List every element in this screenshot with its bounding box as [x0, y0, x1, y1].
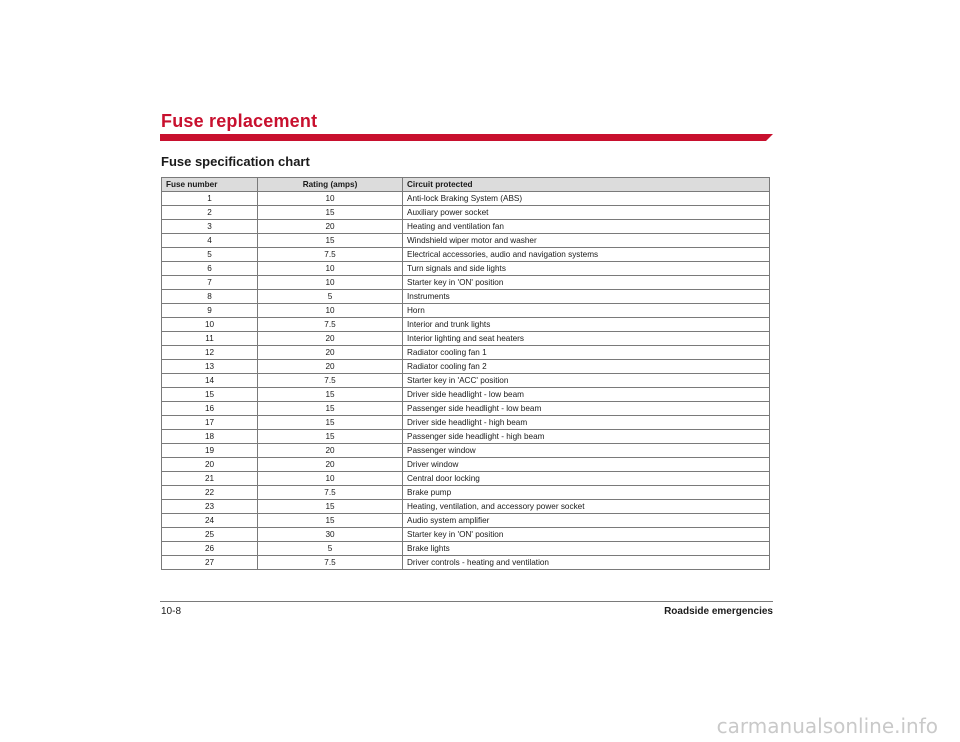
rating-cell: 15 [258, 206, 403, 220]
table-row [162, 542, 770, 556]
table-body [162, 192, 770, 570]
circuit-cell: Passenger side headlight - high beam [403, 430, 770, 444]
fuse-number-cell: 6 [162, 262, 258, 276]
rating-cell: 15 [258, 514, 403, 528]
table-row [162, 500, 770, 514]
rating-cell: 10 [258, 262, 403, 276]
circuit-cell: Auxiliary power socket [403, 206, 770, 220]
table-row [162, 486, 770, 500]
fuse-number-cell: 4 [162, 234, 258, 248]
rating-cell: 20 [258, 220, 403, 234]
rating-cell: 15 [258, 402, 403, 416]
rating-cell: 7.5 [258, 486, 403, 500]
circuit-cell: Audio system amplifier [403, 514, 770, 528]
circuit-cell: Starter key in 'ON' position [403, 528, 770, 542]
circuit-cell: Turn signals and side lights [403, 262, 770, 276]
fuse-number-cell: 21 [162, 472, 258, 486]
rating-cell: 15 [258, 416, 403, 430]
table-row [162, 514, 770, 528]
fuse-number-cell: 23 [162, 500, 258, 514]
rating-cell: 7.5 [258, 556, 403, 570]
table-row [162, 304, 770, 318]
circuit-cell: Brake lights [403, 542, 770, 556]
circuit-cell: Driver window [403, 458, 770, 472]
table-header-row [162, 178, 770, 192]
circuit-cell: Heating and ventilation fan [403, 220, 770, 234]
fuse-number-cell: 22 [162, 486, 258, 500]
table-row [162, 430, 770, 444]
rating-cell: 20 [258, 360, 403, 374]
table-row [162, 234, 770, 248]
rating-cell: 20 [258, 332, 403, 346]
fuse-number-cell: 3 [162, 220, 258, 234]
rating-cell: 10 [258, 304, 403, 318]
rating-cell: 7.5 [258, 374, 403, 388]
fuse-number-cell: 9 [162, 304, 258, 318]
chapter-title: Roadside emergencies [664, 606, 773, 617]
page-title: Fuse replacement [161, 111, 318, 131]
circuit-cell: Passenger side headlight - low beam [403, 402, 770, 416]
circuit-cell: Radiator cooling fan 2 [403, 360, 770, 374]
table-heading: Fuse specification chart [161, 154, 310, 169]
table-row [162, 402, 770, 416]
fuse-number-cell: 27 [162, 556, 258, 570]
table-row [162, 220, 770, 234]
table-row [162, 290, 770, 304]
table-row [162, 528, 770, 542]
circuit-cell: Driver controls - heating and ventilation [403, 556, 770, 570]
circuit-cell: Instruments [403, 290, 770, 304]
circuit-cell: Driver side headlight - high beam [403, 416, 770, 430]
table-row [162, 388, 770, 402]
rating-cell: 5 [258, 290, 403, 304]
circuit-cell: Starter key in 'ON' position [403, 276, 770, 290]
rating-cell: 5 [258, 542, 403, 556]
circuit-cell: Electrical accessories, audio and navigation systems [403, 248, 770, 262]
table-row [162, 318, 770, 332]
fuse-number-cell: 8 [162, 290, 258, 304]
fuse-number-cell: 25 [162, 528, 258, 542]
fuse-number-cell: 20 [162, 458, 258, 472]
rating-cell: 15 [258, 388, 403, 402]
fuse-number-cell: 5 [162, 248, 258, 262]
watermark: carmanualsonline.info [716, 714, 938, 738]
rating-cell: 15 [258, 234, 403, 248]
title-underline [160, 134, 773, 141]
column-header-rating: Rating (amps) [258, 178, 403, 192]
table-row [162, 472, 770, 486]
rating-cell: 7.5 [258, 248, 403, 262]
table-row [162, 262, 770, 276]
table-row [162, 416, 770, 430]
table-row [162, 248, 770, 262]
rating-cell: 7.5 [258, 318, 403, 332]
column-header-circuit: Circuit protected [403, 178, 770, 192]
fuse-number-cell: 19 [162, 444, 258, 458]
circuit-cell: Interior lighting and seat heaters [403, 332, 770, 346]
table-row [162, 206, 770, 220]
table-row [162, 276, 770, 290]
fuse-number-cell: 14 [162, 374, 258, 388]
fuse-number-cell: 18 [162, 430, 258, 444]
rating-cell: 20 [258, 444, 403, 458]
rating-cell: 20 [258, 346, 403, 360]
circuit-cell: Heating, ventilation, and accessory power socket [403, 500, 770, 514]
circuit-cell: Starter key in 'ACC' position [403, 374, 770, 388]
rating-cell: 20 [258, 458, 403, 472]
fuse-number-cell: 2 [162, 206, 258, 220]
column-header-fuse-number: Fuse number [162, 178, 258, 192]
circuit-cell: Passenger window [403, 444, 770, 458]
fuse-number-cell: 26 [162, 542, 258, 556]
table-row [162, 360, 770, 374]
table-row [162, 346, 770, 360]
fuse-number-cell: 16 [162, 402, 258, 416]
fuse-number-cell: 11 [162, 332, 258, 346]
page-number: 10-8 [161, 606, 182, 617]
table-row [162, 192, 770, 206]
fuse-number-cell: 1 [162, 192, 258, 206]
circuit-cell: Radiator cooling fan 1 [403, 346, 770, 360]
fuse-number-cell: 17 [162, 416, 258, 430]
rating-cell: 15 [258, 430, 403, 444]
circuit-cell: Anti-lock Braking System (ABS) [403, 192, 770, 206]
fuse-number-cell: 12 [162, 346, 258, 360]
table-row [162, 556, 770, 570]
circuit-cell: Central door locking [403, 472, 770, 486]
table-row [162, 374, 770, 388]
circuit-cell: Brake pump [403, 486, 770, 500]
fuse-number-cell: 10 [162, 318, 258, 332]
circuit-cell: Driver side headlight - low beam [403, 388, 770, 402]
fuse-number-cell: 24 [162, 514, 258, 528]
fuse-number-cell: 15 [162, 388, 258, 402]
fuse-number-cell: 13 [162, 360, 258, 374]
circuit-cell: Windshield wiper motor and washer [403, 234, 770, 248]
fuse-number-cell: 7 [162, 276, 258, 290]
rating-cell: 10 [258, 192, 403, 206]
fuse-specification-table [161, 177, 770, 570]
circuit-cell: Horn [403, 304, 770, 318]
rating-cell: 30 [258, 528, 403, 542]
circuit-cell: Interior and trunk lights [403, 318, 770, 332]
rating-cell: 15 [258, 500, 403, 514]
table-row [162, 458, 770, 472]
table-row [162, 444, 770, 458]
table-row [162, 332, 770, 346]
footer-divider [160, 601, 773, 602]
rating-cell: 10 [258, 472, 403, 486]
rating-cell: 10 [258, 276, 403, 290]
